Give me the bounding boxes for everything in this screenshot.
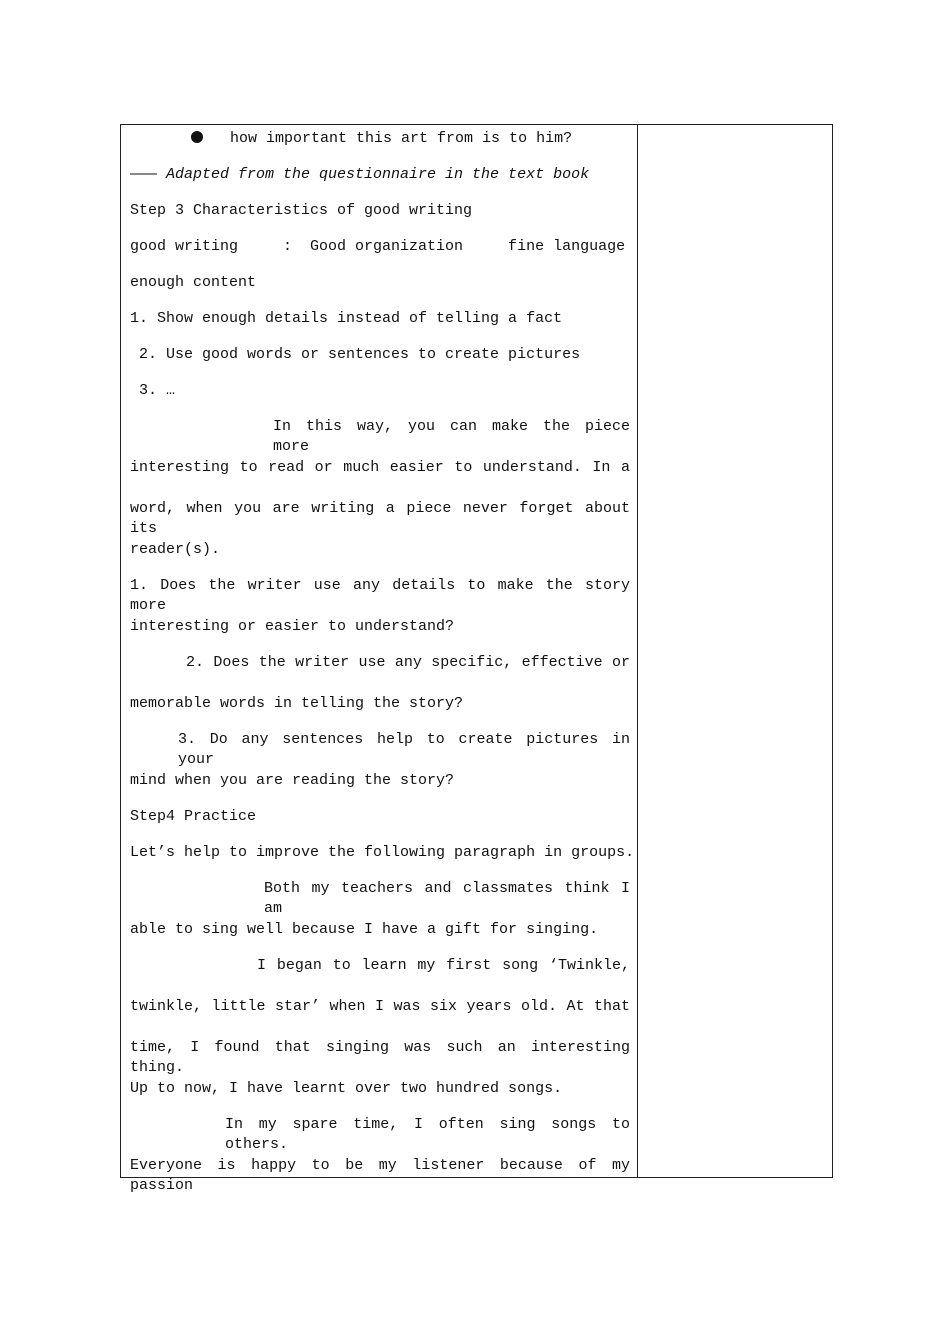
question-line: interesting or easier to understand? <box>130 618 455 635</box>
list-item: 2. Use good words or sentences to create pictures <box>130 346 581 363</box>
paragraph-line: In this way, you can make the piece more <box>273 418 630 455</box>
lesson-table <box>120 124 833 1194</box>
step-heading: Step4 Practice <box>130 808 257 825</box>
question-line: 2. Does the writer use any specific, effective or <box>186 654 630 671</box>
paragraph-line: Everyone is happy to be my listener because of my passion <box>130 1157 630 1194</box>
instruction-line: Let’s help to improve the following paragraph in groups. <box>130 844 635 861</box>
text-line: good writing : Good organization fine language <box>130 238 626 255</box>
paragraph-line: word, when you are writing a piece never forget about its <box>130 500 630 537</box>
question-line: 3. Do any sentences help to create pictures in your <box>178 731 630 768</box>
paragraph-line: able to sing well because I have a gift for singing. <box>130 921 599 938</box>
question-line: mind when you are reading the story? <box>130 772 455 789</box>
paragraph-line: I began to learn my first song ‘Twinkle, <box>257 957 630 974</box>
question-line: 1. Does the writer use any details to make the story more <box>130 577 630 614</box>
bullet-icon <box>191 131 203 143</box>
bullet-item: how important this art from is to him? <box>191 129 631 149</box>
list-item: 3. … <box>130 382 176 399</box>
list-item: 1. Show enough details instead of telling a fact <box>130 310 563 327</box>
source-note: ——— Adapted from the questionnaire in the text book <box>130 166 590 183</box>
question-line: memorable words in telling the story? <box>130 695 464 712</box>
paragraph-line: In my spare time, I often sing songs to others. <box>225 1116 630 1153</box>
step-heading: Step 3 Characteristics of good writing <box>130 202 473 219</box>
notes-cell <box>638 125 832 1177</box>
paragraph-line: twinkle, little star’ when I was six years old. At that <box>130 998 630 1015</box>
paragraph-line: time, I found that singing was such an interesting thing. <box>130 1039 630 1076</box>
paragraph-line: Both my teachers and classmates think I am <box>264 880 630 917</box>
paragraph-line: reader(s). <box>130 541 221 558</box>
text-line: enough content <box>130 274 257 291</box>
paragraph-line: Up to now, I have learnt over two hundred songs. <box>130 1080 563 1097</box>
paragraph-line: interesting to read or much easier to understand. In a <box>130 459 630 476</box>
lesson-content-cell <box>130 125 635 1194</box>
